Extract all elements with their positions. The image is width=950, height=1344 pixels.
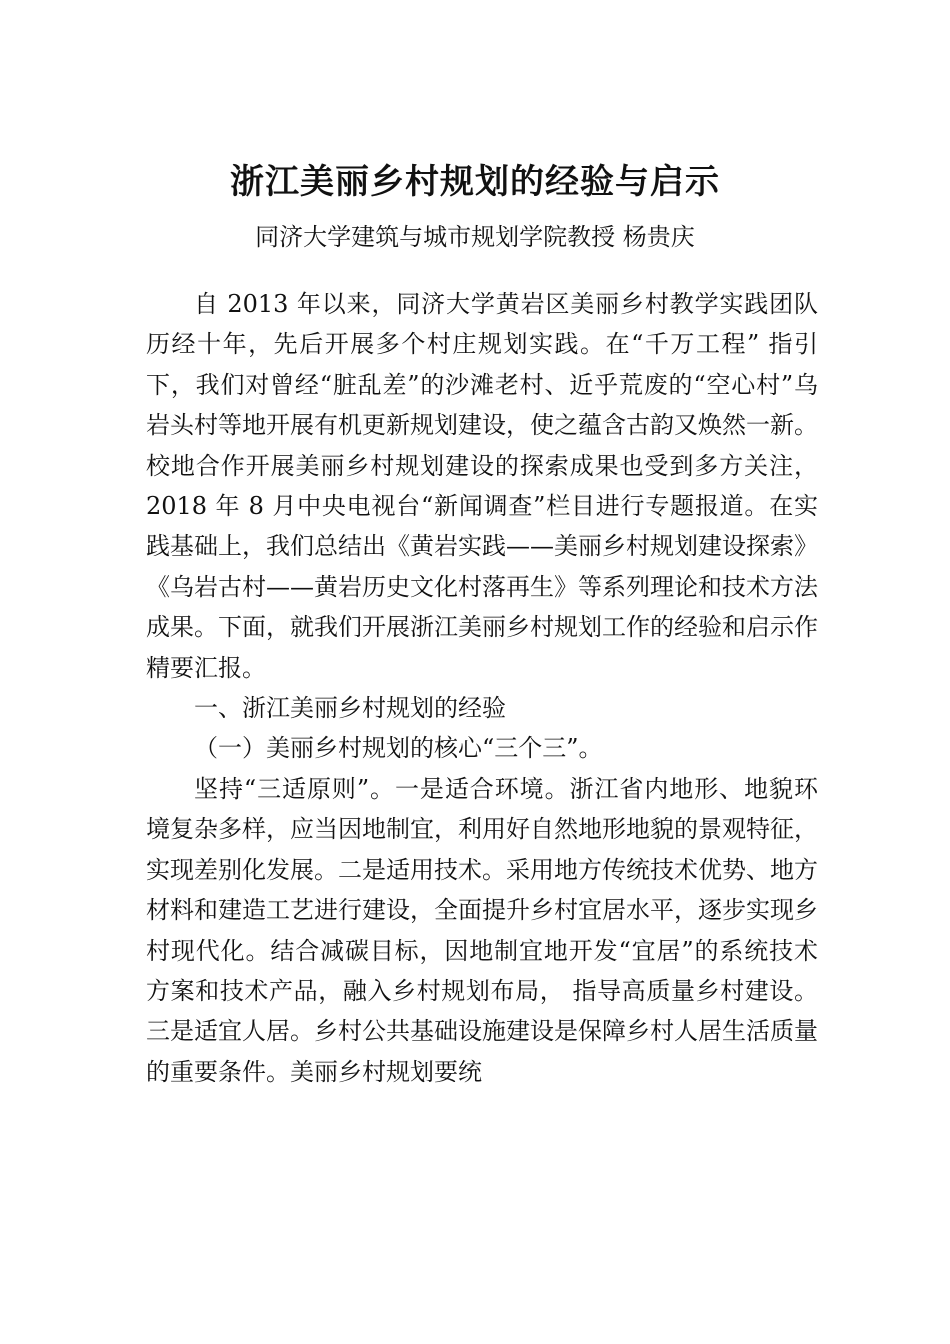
- document-title: 浙江美丽乡村规划的经验与启示: [230, 162, 720, 202]
- body-paragraph-intro: 自 2013 年以来，同济大学黄岩区美丽乡村教学实践团队历经十年，先后开展多个村庄规划实践。在“千万工程” 指引下，我们对曾经“脏乱差”的沙滩老村、近乎荒废的“空心村”乌岩头村等地开展有机更新规划建设，使之蕴含古韵又焕然一新。校地合作开展美丽乡村规划建设的探索成果也受到多方关注，2018 年 8 月中央电视台“新闻调查”栏目进行专题报道。在实践基础上，我们总结出《黄岩实践——美丽乡村规划建设探索》《乌岩古村——黄岩历史文化村落再生》等系列理论和技术方法成果。下面，就我们开展浙江美丽乡村规划工作的经验和启示作精要汇报。: [146, 290, 818, 682]
- body-paragraph-principles: 坚持“三适原则”。一是适合环境。浙江省内地形、地貌环境复杂多样，应当因地制宜，利用好自然地形地貌的景观特征，实现差别化发展。二是适用技术。采用地方传统技术优势、地方材料和建造工艺进行建设，全面提升乡村宜居水平，逐步实现乡村现代化。结合减碳目标，因地制宜地开发“宜居”的系统技术方案和技术产品，融入乡村规划布局， 指导高质量乡村建设。三是适宜人居。乡村公共基础设施建设是保障乡村人居生活质量的重要条件。美丽乡村规划要统: [146, 774, 818, 1086]
- document-body: [146, 284, 818, 1092]
- document-author: 同济大学建筑与城市规划学院教授 杨贵庆: [255, 223, 695, 251]
- section-heading: 一、浙江美丽乡村规划的经验: [194, 694, 506, 723]
- subsection-heading: （一）美丽乡村规划的核心“三个三”。: [194, 734, 603, 763]
